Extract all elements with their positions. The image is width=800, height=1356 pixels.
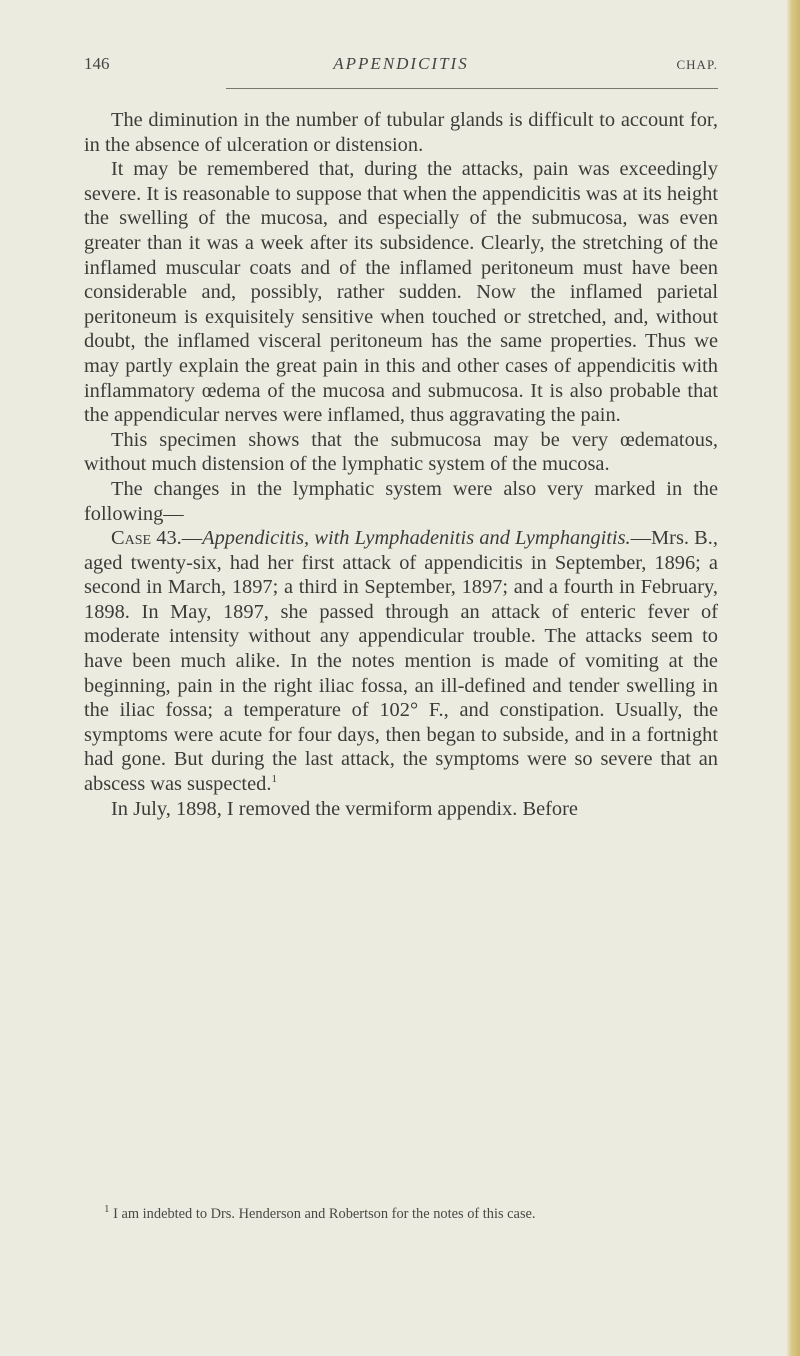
case-text: —Mrs. B., aged twenty-six, had her first attack of appendicitis in September, 1896; a second in March, 1897; a third in September, 1897; and a fourth in February, 1898. In May, 1897, she passed through an attack of enteric fever of moderate intensity without any appendicular trouble. The attacks seem to have been much alike. In the notes mention is made of vomiting at the beginning, pain in the right iliac fossa, an ill-defined and tender swelling in the iliac fossa; a temperature of 102° F., and constipation. Usually, the symptoms were acute for four days, then began to subside, and in a fortnight had gone. But during the last attack, the symptoms were so severe that an abscess was suspected. bbox=[84, 527, 718, 796]
footnote-mark: 1 bbox=[104, 1203, 110, 1216]
case-paragraph bbox=[84, 526, 718, 797]
case-label: Case 43. bbox=[111, 527, 182, 550]
footnote bbox=[84, 1205, 718, 1224]
running-title: APPENDICITIS bbox=[333, 54, 469, 73]
paragraph: The changes in the lymphatic system were also very marked in the following— bbox=[84, 477, 718, 525]
chapter-label: CHAP. bbox=[676, 57, 718, 72]
header-rule bbox=[226, 88, 718, 89]
paragraph: In July, 1898, I removed the vermiform appendix. Before bbox=[111, 797, 578, 820]
footnote-reference: 1 bbox=[271, 773, 277, 786]
page-edge-shadow bbox=[786, 0, 800, 1356]
case-title: Appendicitis, with Lymphadenitis and Lymphangitis. bbox=[202, 527, 631, 550]
paragraph: It may be remembered that, during the attacks, pain was exceedingly severe. It is reasonable to suppose that when the appendicitis was at its height the swelling of the mucosa, and especially of the submucosa, was even greater than it was a week after its subsidence. Clearly, the stretching of the inflamed muscular coats and of the inflamed peritoneum must have been considerable and, possibly, rather sudden. Now the inflamed parietal peritoneum is exquisitely sensitive when touched or stretched, and, without doubt, the inflamed visceral peritoneum has the same properties. Thus we may partly explain the great pain in this and other cases of appendicitis with inflammatory œdema of the mucosa and submucosa. It is also probable that the appendicular nerves were inflamed, thus aggravating the pain. bbox=[84, 158, 718, 427]
body-text bbox=[84, 108, 718, 821]
paragraph: This specimen shows that the submucosa may be very œdematous, without much distension of the lymphatic system of the mucosa. bbox=[84, 428, 718, 476]
paragraph: The diminution in the number of tubular glands is difficult to account for, in the absence of ulceration or distension. bbox=[84, 109, 718, 156]
running-head bbox=[84, 54, 718, 78]
page-number: 146 bbox=[84, 54, 110, 73]
case-dash: — bbox=[181, 527, 203, 550]
footnote-text: I am indebted to Drs. Henderson and Robertson for the notes of this case. bbox=[113, 1206, 536, 1222]
